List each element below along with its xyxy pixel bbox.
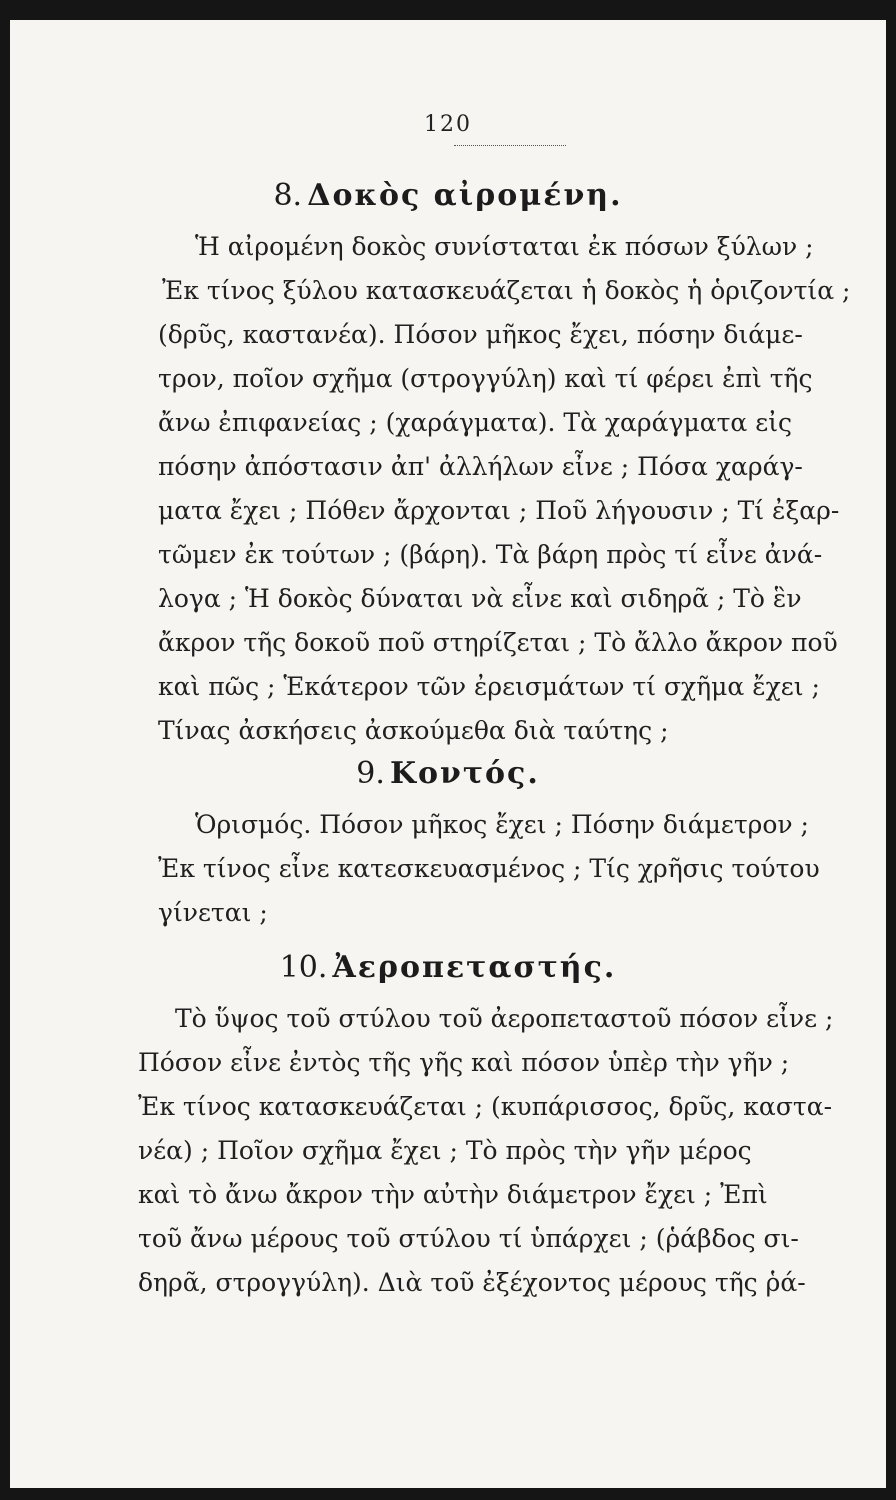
section-title: Δοκὸς αἰρομένη. — [307, 178, 623, 213]
page-number-rule — [454, 145, 566, 146]
text-line: Ἐκ τίνος κατασκευάζεται ; (κυπάρισσος, δρῦς, καστα- — [138, 1092, 833, 1121]
text-line: Ἡ αἰρομένη δοκὸς συνίσταται ἐκ πόσων ξύλων ; — [195, 232, 814, 261]
section-number: 10. — [279, 950, 328, 985]
section-number: 9. — [356, 756, 385, 791]
text-line: τρον, ποῖον σχῆμα (στρογγύλη) καὶ τί φέρει ἐπὶ τῆς — [158, 364, 813, 393]
text-line: καὶ πῶς ; Ἑκάτερον τῶν ἐρεισμάτων τί σχῆμα ἔχει ; — [158, 672, 820, 701]
text-line: Ἐκ τίνος εἶνε κατεσκευασμένος ; Τίς χρῆσις τούτου — [158, 854, 820, 883]
text-line: Τὸ ὕψος τοῦ στύλου τοῦ ἀεροπεταστοῦ πόσον εἶνε ; — [175, 1004, 834, 1033]
page-number: 120 — [424, 112, 472, 137]
section-title: Κοντός. — [389, 756, 540, 791]
text-line: λογα ; Ἡ δοκὸς δύναται νὰ εἶνε καὶ σιδηρᾶ ; Τὸ ἓν — [158, 584, 802, 613]
text-line: τοῦ ἄνω μέρους τοῦ στύλου τί ὑπάρχει ; (ῥάβδος σι- — [138, 1224, 799, 1253]
text-line: ἄνω ἐπιφανείας ; (χαράγματα). Τὰ χαράγματα εἰς — [158, 408, 792, 437]
section-heading-8 — [10, 178, 886, 213]
text-line: Ὁρισμός. Πόσον μῆκος ἔχει ; Πόσην διάμετρον ; — [195, 810, 809, 839]
section-heading-10 — [10, 950, 886, 985]
text-line: (δρῦς, καστανέα). Πόσον μῆκος ἔχει, πόσην διάμε- — [158, 320, 803, 349]
text-line: πόσην ἀπόστασιν ἀπ' ἀλλήλων εἶνε ; Πόσα χαράγ- — [158, 452, 803, 481]
section-title: Ἀεροπεταστής. — [332, 950, 617, 985]
text-line: Πόσον εἶνε ἐντὸς τῆς γῆς καὶ πόσον ὑπὲρ τὴν γῆν ; — [138, 1048, 790, 1077]
text-line: τῶμεν ἐκ τούτων ; (βάρη). Τὰ βάρη πρὸς τί εἶνε ἀνά- — [158, 540, 823, 569]
text-line: γίνεται ; — [158, 898, 268, 927]
text-line: ματα ἔχει ; Πόθεν ἄρχονται ; Ποῦ λήγουσιν ; Τί ἐξαρ- — [158, 496, 840, 525]
text-line: Ἐκ τίνος ξύλου κατασκευάζεται ἡ δοκὸς ἡ ὁριζοντία ; — [162, 276, 851, 305]
text-line: δηρᾶ, στρογγύλη). Διὰ τοῦ ἐξέχοντος μέρους τῆς ῥά- — [138, 1268, 806, 1297]
section-number: 8. — [273, 178, 303, 213]
text-line: καὶ τὸ ἄνω ἄκρον τὴν αὐτὴν διάμετρον ἔχει ; Ἐπὶ — [138, 1180, 768, 1209]
book-page — [10, 20, 886, 1488]
section-heading-9 — [10, 756, 886, 791]
text-line: νέα) ; Ποῖον σχῆμα ἔχει ; Τὸ πρὸς τὴν γῆν μέρος — [138, 1136, 752, 1165]
text-line: ἄκρον τῆς δοκοῦ ποῦ στηρίζεται ; Τὸ ἄλλο ἄκρον ποῦ — [158, 628, 838, 657]
text-line: Τίνας ἀσκήσεις ἀσκούμεθα διὰ ταύτης ; — [158, 716, 669, 745]
